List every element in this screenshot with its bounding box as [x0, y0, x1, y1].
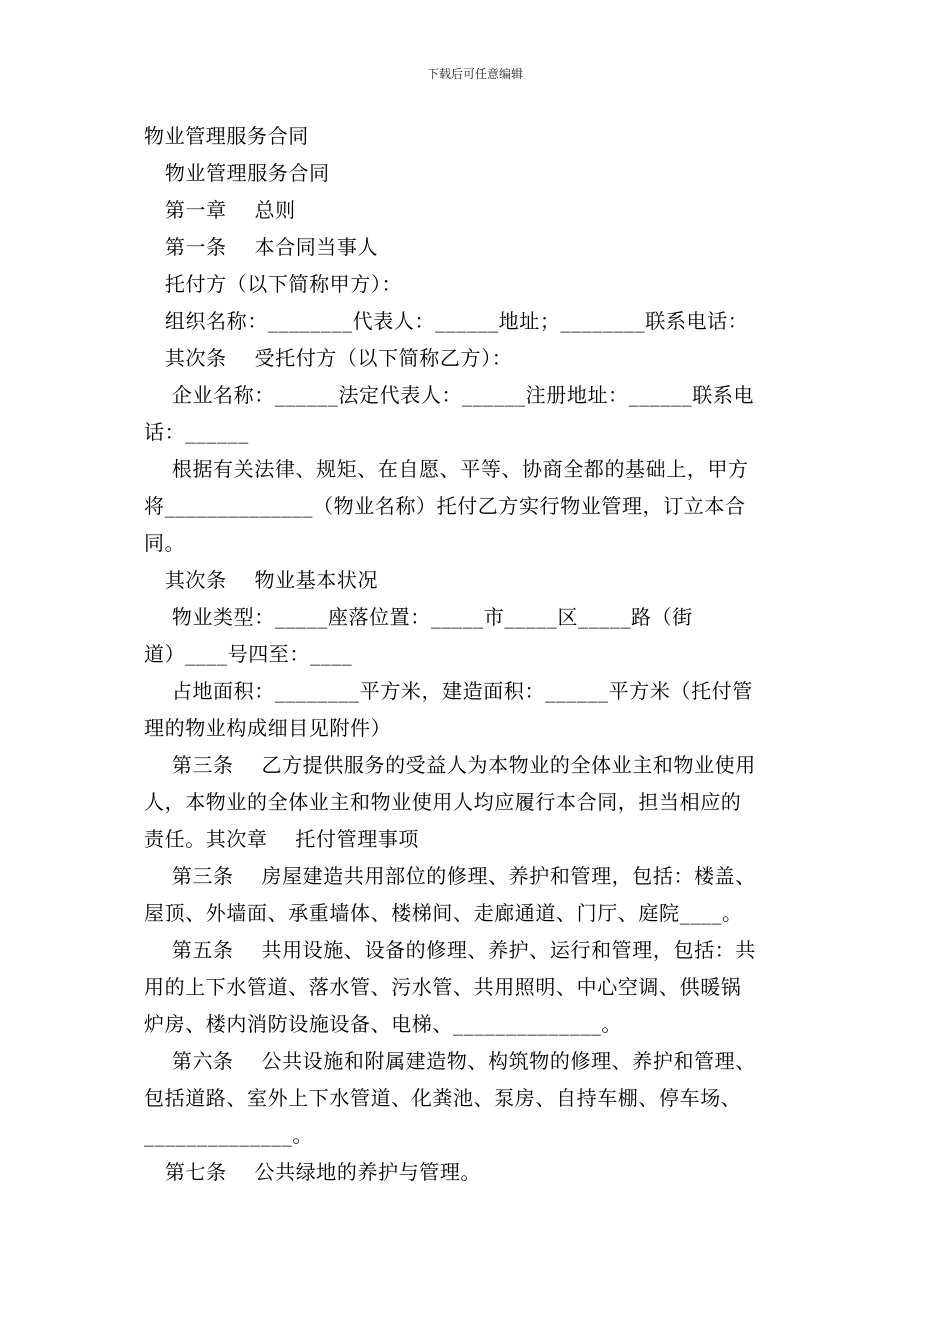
- text-line: 托付方（以下简称甲方）：: [144, 272, 403, 296]
- document-body: [144, 118, 806, 1191]
- text-line: 物业管理服务合同: [144, 161, 330, 185]
- text-line: 第七条 公共绿地的养护与管理。: [144, 1160, 482, 1184]
- text-line: 第一章 总则: [144, 198, 296, 222]
- text-line: 其次条 受托付方（以下简称乙方）：: [144, 346, 513, 370]
- text-line: 将______________（物业名称）托付乙方实行物业管理，订立本合: [144, 494, 746, 518]
- text-line: 理的物业构成细目见附件）: [144, 716, 392, 740]
- text-line: 第三条 房屋建造共用部位的修理、养护和管理，包括：楼盖、: [144, 864, 756, 888]
- text-line: 组织名称：________代表人：______地址；________联系电话：: [144, 309, 749, 333]
- text-line: 炉房、楼内消防设施设备、电梯、______________。: [144, 1012, 622, 1036]
- text-line: 第六条 公共设施和附属建造物、构筑物的修理、养护和管理、: [144, 1049, 756, 1073]
- text-line: 物业类型：_____座落位置：_____市_____区_____路（街: [144, 605, 693, 629]
- text-line: 包括道路、室外上下水管道、化粪池、泵房、自持车棚、停车场、: [144, 1086, 742, 1110]
- text-line: 其次条 物业基本状况: [144, 568, 379, 592]
- text-line: 第五条 共用设施、设备的修理、养护、运行和管理，包括：共: [144, 938, 756, 962]
- text-line: 用的上下水管道、落水管、污水管、共用照明、中心空调、供暖锅: [144, 975, 742, 999]
- text-line: 屋顶、外墙面、承重墙体、楼梯间、走廊通道、门厅、庭院____。: [144, 901, 743, 925]
- text-line: 根据有关法律、规矩、在自愿、平等、协商全都的基础上，甲方: [144, 457, 749, 481]
- text-line: 占地面积：________平方米，建造面积：______平方米（托付管: [144, 679, 753, 703]
- text-line: 企业名称：______法定代表人：______注册地址：______联系电: [144, 383, 755, 407]
- text-line: 话：______: [144, 420, 249, 444]
- text-line: 同。: [144, 531, 186, 555]
- text-line: 道）____号四至：____: [144, 642, 353, 666]
- text-line: ______________。: [144, 1123, 313, 1147]
- text-line: 第三条 乙方提供服务的受益人为本物业的全体业主和物业使用: [144, 753, 756, 777]
- page-header: 下载后可任意编辑: [426, 67, 523, 81]
- text-line: 责任。其次章 托付管理事项: [144, 827, 420, 851]
- text-line: 第一条 本合同当事人: [144, 235, 379, 259]
- text-line: 人，本物业的全体业主和物业使用人均应履行本合同，担当相应的: [144, 790, 742, 814]
- text-line: 物业管理服务合同: [144, 124, 309, 148]
